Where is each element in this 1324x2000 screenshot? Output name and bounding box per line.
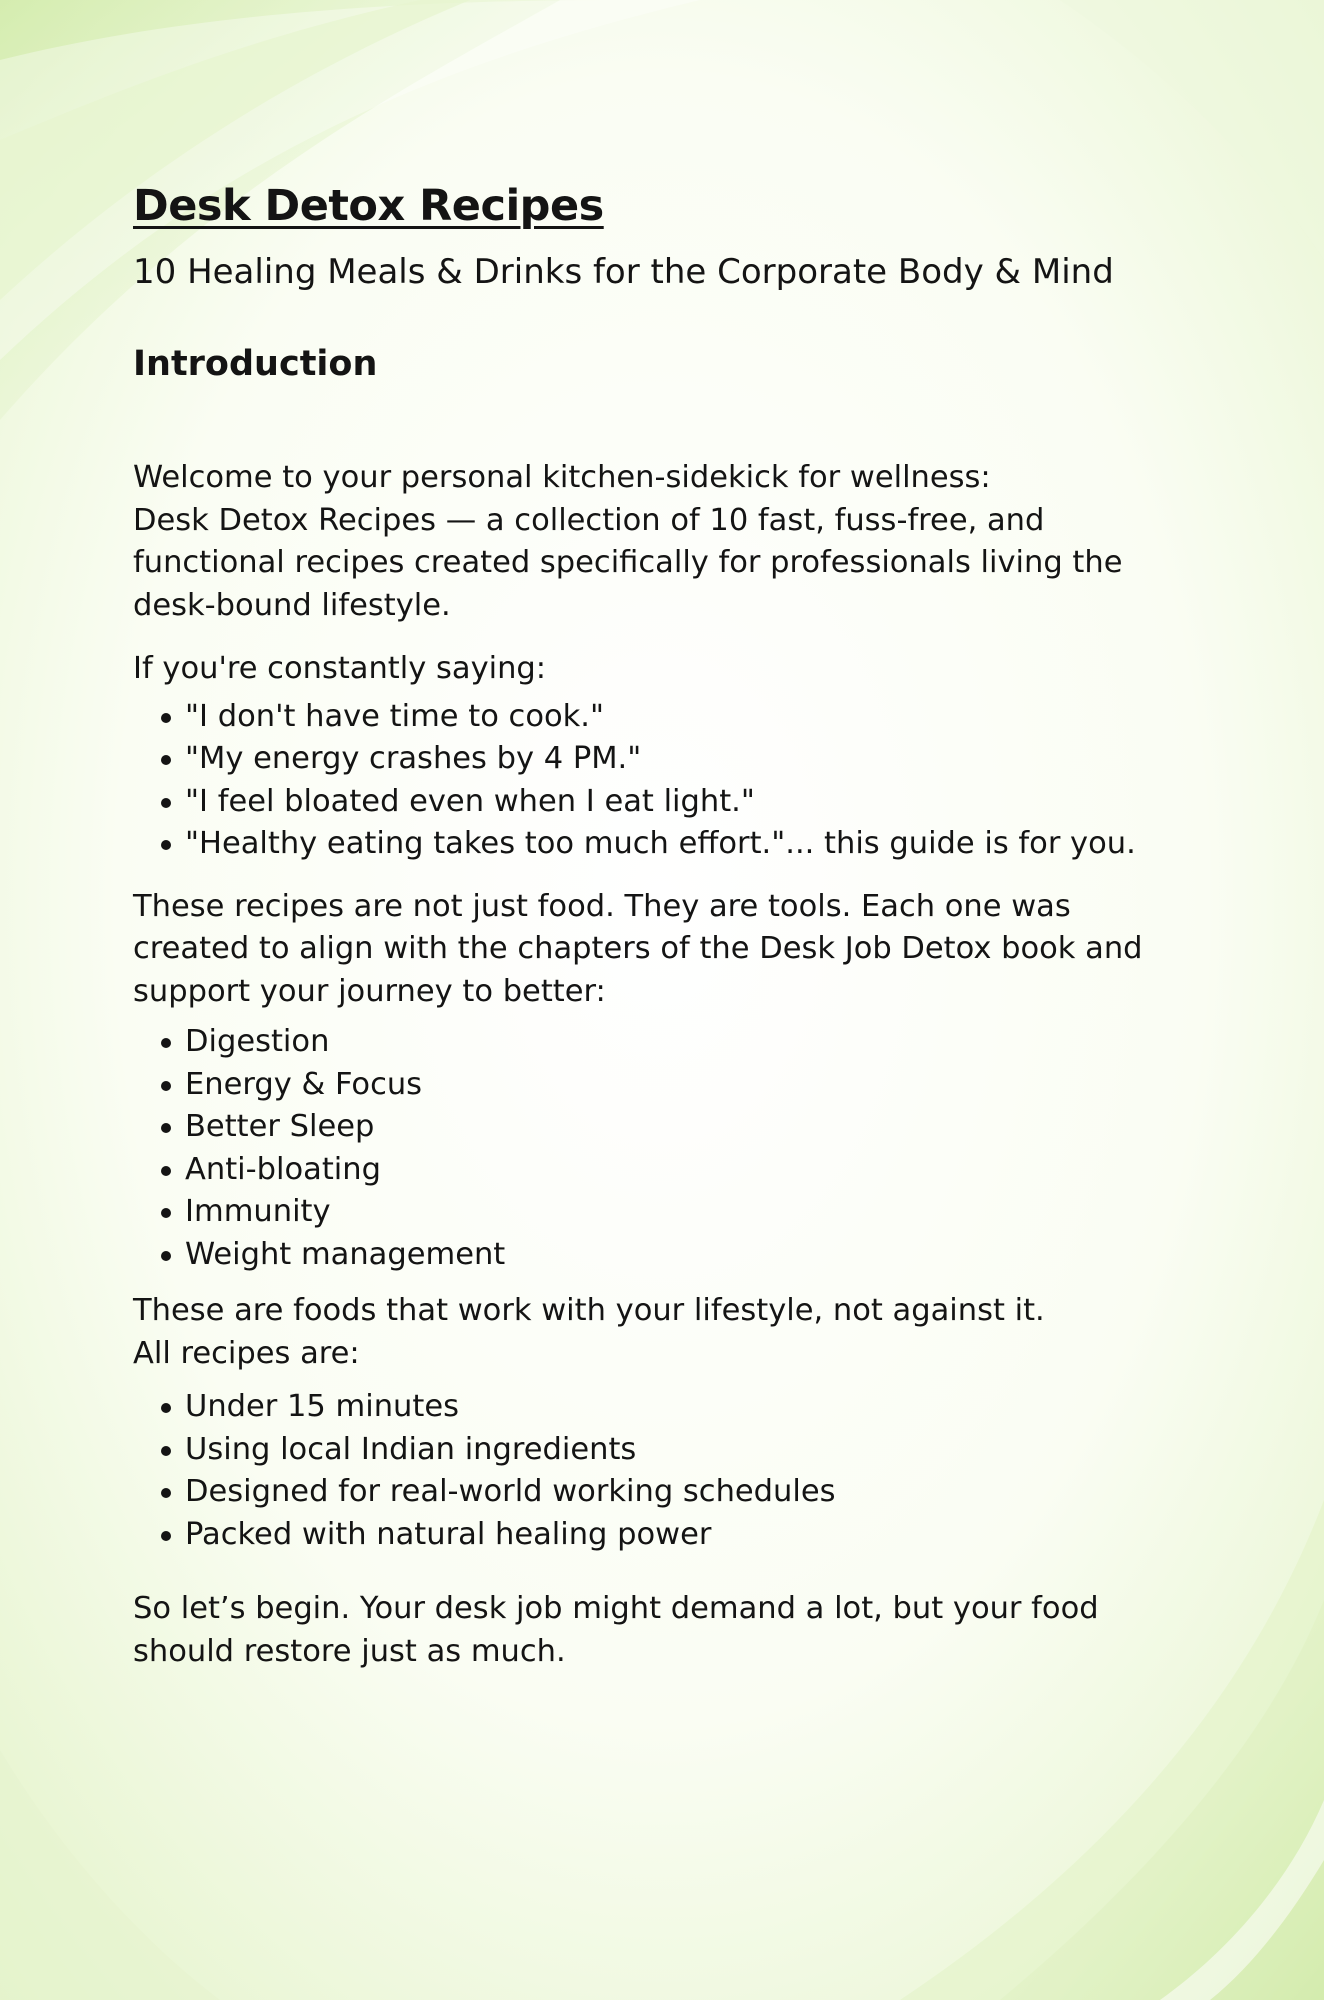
list-item	[161, 696, 1193, 739]
saying-text: "I don't have time to cook."	[185, 698, 605, 734]
bullet-icon	[161, 1081, 171, 1091]
intro-paragraph	[133, 457, 1193, 627]
bullet-icon	[161, 1488, 171, 1498]
lifestyle-line: These are foods that work with your lifestyle, not against it.	[133, 1293, 1045, 1328]
all-recipes-line: All recipes are:	[133, 1335, 360, 1371]
features-list	[133, 1386, 1193, 1556]
lifestyle-paragraph	[133, 1290, 1193, 1375]
list-item	[161, 1191, 1193, 1234]
bullet-icon	[161, 1208, 171, 1218]
bullet-icon	[161, 1038, 171, 1048]
benefit-text: Weight management	[185, 1236, 506, 1272]
closing-paragraph: So let’s begin. Your desk job might demand a lot, but your food should restore just as much.	[133, 1591, 1099, 1669]
list-item	[161, 1514, 1193, 1557]
saying-text: "My energy crashes by 4 PM."	[185, 741, 642, 776]
bullet-icon	[161, 1251, 171, 1261]
benefit-text: Better Sleep	[185, 1109, 375, 1144]
saying-text: "Healthy eating takes too much effort."... this guide is for you.	[185, 826, 1136, 861]
feature-text: Using local Indian ingredients	[185, 1431, 637, 1467]
list-item	[161, 781, 1193, 824]
bullet-icon	[161, 840, 171, 850]
bullet-icon	[161, 1531, 171, 1541]
list-item	[161, 1064, 1193, 1107]
list-item	[161, 1234, 1193, 1277]
document-page	[133, 178, 1193, 1673]
bullet-icon	[161, 755, 171, 765]
sayings-lead: If you're constantly saying:	[133, 651, 547, 686]
bullet-icon	[161, 1123, 171, 1133]
feature-text: Designed for real-world working schedules	[185, 1474, 836, 1509]
document-title: Desk Detox Recipes	[133, 181, 604, 231]
feature-text: Packed with natural healing power	[185, 1516, 712, 1552]
benefit-text: Digestion	[185, 1024, 330, 1059]
tools-paragraph: These recipes are not just food. They are tools. Each one was created to align with the chapters of the Desk Job Detox book and support your journey to better:	[133, 888, 1143, 1009]
bullet-icon	[161, 1446, 171, 1456]
benefit-text: Anti-bloating	[185, 1151, 381, 1187]
benefits-list	[133, 1021, 1193, 1276]
document-subtitle: 10 Healing Meals & Drinks for the Corporate Body & Mind	[133, 252, 1114, 292]
list-item	[161, 1021, 1193, 1064]
bullet-icon	[161, 713, 171, 723]
sayings-list	[133, 696, 1193, 866]
benefit-text: Energy & Focus	[185, 1066, 423, 1102]
intro-line-welcome: Welcome to your personal kitchen-sidekick for wellness:	[133, 460, 991, 495]
intro-line-collection: Desk Detox Recipes — a collection of 10 fast, fuss-free, and functional recipes created specifically for professionals living the desk-bound lifestyle.	[133, 502, 1123, 623]
list-item	[161, 1106, 1193, 1149]
list-item	[161, 1386, 1193, 1429]
bullet-icon	[161, 1403, 171, 1413]
introduction-heading: Introduction	[133, 344, 378, 384]
bullet-icon	[161, 1166, 171, 1176]
list-item	[161, 1429, 1193, 1472]
benefit-text: Immunity	[185, 1194, 331, 1229]
list-item	[161, 823, 1193, 866]
list-item	[161, 1471, 1193, 1514]
list-item	[161, 1149, 1193, 1192]
list-item	[161, 738, 1193, 781]
feature-text: Under 15 minutes	[185, 1389, 459, 1424]
saying-text: "I feel bloated even when I eat light."	[185, 783, 755, 819]
bullet-icon	[161, 798, 171, 808]
